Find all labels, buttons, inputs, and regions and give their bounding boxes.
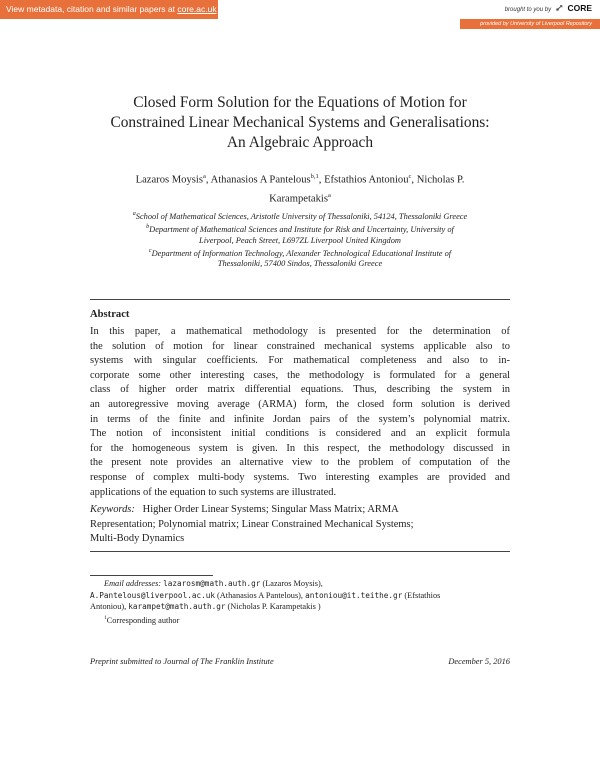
affil-mark: b (146, 223, 150, 230)
title-line: Closed Form Solution for the Equations of Motion for (133, 94, 467, 111)
footnote-line (90, 601, 510, 613)
affiliation-b-cont: Liverpool, Peach Street, L697ZL Liverpool United Kingdom (199, 235, 401, 245)
abstract-line: The notion of inconsistent initial conditions is considered and an explicit formula (90, 428, 510, 440)
email-owner: Antoniou), (90, 602, 127, 612)
email-owner: (Athanasios A Pantelous), (217, 590, 304, 600)
footnote-rule (90, 575, 213, 576)
core-logo: CORE (567, 3, 592, 13)
abstract-line: for the homogeneous system is given. In this respect, the methodology discussed in (90, 442, 510, 454)
footnote-line (90, 613, 510, 626)
affil-mark: a (132, 211, 136, 217)
footnote-mark: 1 (104, 614, 107, 621)
provided-by-link[interactable]: provided by University of Liverpool Repository (460, 19, 600, 29)
abstract-bottom-rule (90, 551, 510, 552)
footnotes (90, 578, 510, 626)
core-site-link[interactable]: core.ac.uk (177, 4, 217, 14)
affiliation-c-cont: Thessaloniki, 57400 Sindos, Thessaloniki Greece (217, 259, 383, 269)
keywords (90, 503, 510, 547)
author-name: Efstathios Antoniou (324, 174, 409, 186)
author-list (70, 169, 530, 206)
email-label: Email addresses: (104, 579, 162, 588)
brought-to-you-by[interactable] (505, 3, 592, 13)
affiliation-c (80, 246, 520, 259)
abstract-line: in terms of the finite and infinite Jordan pairs of the system’s polynomial matrix. (90, 413, 510, 425)
email-owner: (Efstathios (404, 590, 441, 600)
preprint-footer (90, 657, 510, 666)
view-metadata-text[interactable]: View metadata, citation and similar papers at (6, 4, 178, 14)
footnote-line (90, 578, 510, 590)
abstract-line: systems with singular coefficients. For mathematical completeness and also to in- (90, 355, 510, 367)
author-line-1: Lazaros Moysis$^a$, Athanasios A Pantelous$^{b,1}$, Efstathios Antoniou$^c$, Nicholas P. (135, 173, 465, 186)
author-name: Nicholas P. (416, 174, 465, 186)
abstract-heading: Abstract (90, 309, 130, 320)
paper-title (60, 93, 540, 153)
affil-text: School of Mathematical Sciences, Aristotle University of Thessaloniki, 54124, Thessaloniki Greece (135, 211, 468, 221)
email-owner: (Lazaros Moysis), (262, 579, 323, 588)
affiliation-b (80, 222, 520, 235)
keywords-line (90, 503, 510, 518)
affiliations (80, 209, 520, 269)
core-banner (0, 0, 600, 27)
email-link[interactable]: antoniou@it.teithe.gr (305, 590, 403, 600)
affiliation-a (80, 209, 520, 222)
preprint-text: Preprint submitted to Journal of The Franklin Institute (90, 657, 274, 666)
view-metadata-link[interactable] (0, 0, 218, 19)
abstract-top-rule (90, 299, 510, 300)
affil-text: Department of Information Technology, Alexander Technological Educational Institute of (151, 248, 452, 258)
abstract-line: the present note provides an alternative view to the problem of computation of the (90, 457, 510, 469)
abstract-line: applications of the equation to such systems are illustrated. (90, 486, 337, 498)
email-link[interactable]: karampet@math.auth.gr (128, 602, 226, 612)
brought-text: brought to you by (504, 7, 552, 13)
abstract-line: an autoregressive moving average (ARMA) form, the closed form solution is derived (90, 398, 510, 410)
email-link[interactable]: A.Pantelous@liverpool.ac.uk (90, 590, 215, 600)
email-link[interactable]: lazarosm@math.auth.gr (163, 579, 261, 588)
footnote-line (90, 590, 510, 602)
core-logo-icon (553, 7, 566, 13)
keywords-line: Multi-Body Dynamics (90, 533, 185, 545)
email-owner: (Nicholas P. Karampetakis ) (227, 602, 321, 612)
abstract-line: response of complex multi-body systems. Two interesting examples are provided and (90, 471, 510, 483)
corresponding-author-text: Corresponding author (106, 615, 180, 625)
title-line: An Algebraic Approach (226, 134, 374, 151)
affil-text: Department of Mathematical Sciences and Institute for Risk and Uncertainty, University of (149, 224, 454, 234)
author-name: Athanasios A Pantelous (210, 174, 311, 186)
keywords-text: Higher Order Linear Systems; Singular Mass Matrix; ARMA (142, 504, 399, 515)
author-affil-mark: c (408, 173, 412, 180)
abstract-line: In this paper, a mathematical methodology is presented for the determination of (90, 326, 510, 337)
keywords-line: Representation; Polynomial matrix; Linear Constrained Mechanical Systems; (90, 518, 414, 530)
preprint-date: December 5, 2016 (448, 657, 510, 666)
affil-mark: c (148, 247, 152, 254)
abstract-line: the solution of motion for linear constrained mechanical systems applicable also to (90, 340, 510, 352)
author-name: Lazaros Moysis (135, 174, 203, 186)
author-name: Karampetakis (269, 193, 328, 205)
author-affil-mark: a (327, 191, 331, 199)
author-line-2 (70, 188, 530, 207)
abstract-line: class of higher order matrix differential equations. Thus, describing the system in (90, 384, 510, 396)
keywords-label: Keywords: (90, 504, 135, 515)
author-affil-mark: b,1 (310, 173, 319, 180)
abstract-line: corporate some other interesting cases, the methodology is formulated for a general (90, 369, 510, 381)
abstract-body (90, 325, 510, 500)
title-line: Constrained Linear Mechanical Systems and Generalisations: (110, 114, 490, 131)
author-affil-mark: a (202, 173, 206, 180)
